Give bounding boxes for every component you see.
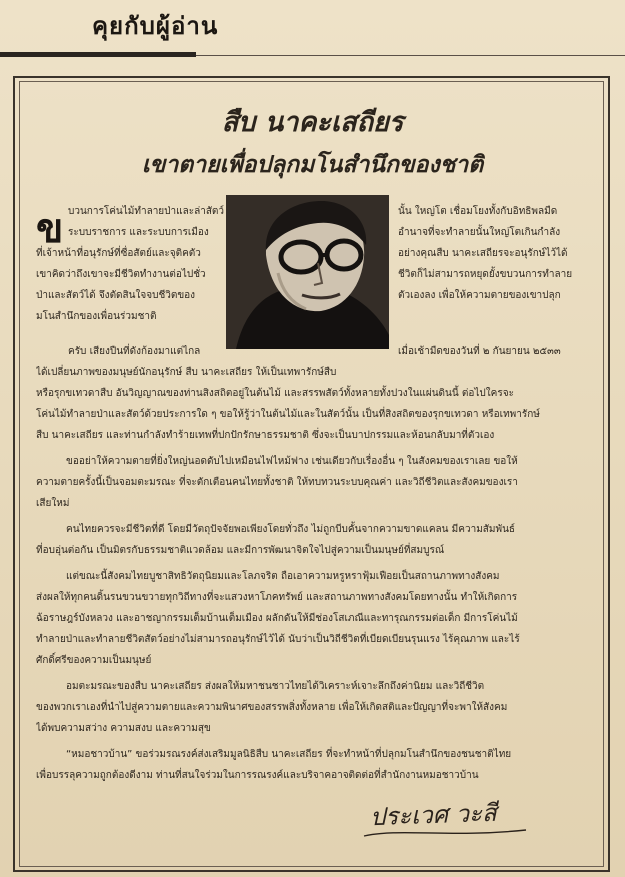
drop-cap: ข — [36, 205, 64, 252]
paragraph-4-line-1: คนไทยควรจะมีชีวิตที่ดี โดยมีวัตถุปัจจัยพอเพียงโดยทั่วถึง ไม่ถูกบีบคั้นจากความขาดแคลน มีความสัมพันธ์ — [66, 524, 516, 535]
paragraph-6-line-3: ได้พบความสว่าง ความสงบ และความสุข — [36, 723, 211, 734]
paragraph-6-line-1: อมตะมรณะของสืบ นาคะเสถียร ส่งผลให้มหาชนชาวไทยได้วิเคราะห์เจาะลึกถึงค่านิยม และวิถีชีวิต — [66, 681, 485, 692]
paragraph-2-line-4: สืบ นาคะเสถียร และท่านกำลังทำร้ายเทพที่ปกปักรักษาธรรมชาติ ซึ่งจะเป็นบาปกรรมและห้อนกลับมาที่ตัวเอง — [36, 430, 495, 441]
paragraph-2-line-1: ได้เปลี่ยนภาพของมนุษย์นักอนุรักษ์ สืบ นาคะเสถียร ให้เป็นเทพารักษ์สืบ — [36, 367, 337, 378]
paragraph-5-line-4: ทำลายป่าและทำลายชีวิตสัตว์อย่างไม่สามารถอนุรักษ์ไว้ได้ นับว่าเป็นวิถีชีวิตที่เบียดเบียนรุนแรง ไร้คุณภาพ และไร้ — [36, 634, 520, 645]
signature-underline — [360, 826, 530, 840]
paragraph-5-line-1: แต่ขณะนี้สังคมไทยบูชาสิทธิวัตถุนิยมและโลภจริต ถือเอาความหรูหราฟุ้มเฟือยเป็นสถานภาพทางสังคม — [66, 571, 500, 582]
author-signature: ประเวศ วะสี — [369, 798, 498, 832]
paragraph-2-right: เมื่อเช้ามืดของวันที่ ๒ กันยายน ๒๕๓๓ — [398, 346, 561, 357]
right-col-line-2: อำนาจที่จะทำลายนั้นใหญ่โตเกินกำลัง — [398, 227, 561, 238]
paragraph-3-line-2: ความตายครั้งนี้เป็นจอมตะมรณะ ที่จะตักเตือนคนไทยทั้งชาติ ให้ทบทวนระบบคุณค่า และวิถีชีวิตและสังคมของเรา — [36, 477, 518, 488]
paragraph-2-line-2: หรือรุกขเทวดาสืบ อันวิญญาณของท่านสิงสถิตอยู่ในต้นไม้ และสรรพสัตว์ทั้งหลายทั้งปวงในแผ่นดินนี้ ต่อไปใครจะ — [36, 388, 514, 399]
paragraph-7-line-2: เพื่อบรรลุความถูกต้องดีงาม ท่านที่สนใจร่วมในการรณรงค์และบริจาคอาจติดต่อที่สำนักงานหมอชาวบ้าน — [36, 770, 479, 781]
paragraph-2-line-3: โค่นไม้ทำลายป่าและสัตว์ด้วยประการใด ๆ ขอให้รู้ว่าในต้นไม้และในสัตว์นั้น เป็นที่สิงสถิตของรุกขเทวดา หรือเทพารักษ์ — [36, 409, 540, 420]
article-title: สืบ นาคะเสถียร — [221, 107, 404, 138]
right-col-line-3: อย่างคุณสืบ นาคะเสถียรจะอนุรักษ์ไว้ได้ — [398, 248, 568, 259]
header-rule — [0, 52, 196, 57]
section-header — [0, 0, 625, 60]
left-col-line-4: เขาคิดว่าถึงเขาจะมีชีวิตทำงานต่อไปชั่ว — [36, 269, 206, 280]
left-col-line-1: บวนการโค่นไม้ทำลายป่าและล่าสัตว์ — [68, 206, 225, 217]
article-subtitle: เขาตายเพื่อปลุกมโนสำนึกของชาติ — [141, 151, 484, 178]
right-col-line-1: นั้น ใหญ่โต เชื่อมโยงทั้งกับอิทธิพลมืด — [398, 206, 558, 217]
paragraph-5-line-5: ศักดิ์ศรีของความเป็นมนุษย์ — [36, 655, 152, 666]
section-title: คุยกับผู้อ่าน — [92, 11, 219, 40]
left-col-line-6: มโนสำนึกของเพื่อนร่วมชาติ — [36, 311, 157, 322]
left-col-line-5: ป่าและสัตว์ได้ จึงตัดสินใจจบชีวิตของ — [36, 290, 196, 301]
paragraph-3-line-1: ขออย่าให้ความตายที่ยิ่งใหญ่นอดดับไปเหมือนไฟไหม้ฟาง เช่นเดียวกับเรื่องอื่น ๆ ในสังคมของเราเลย ขอให้ — [66, 456, 518, 467]
right-col-line-4: ชีวิตก็ไม่สามารถหยุดยั้งขบวนการทำลาย — [398, 269, 573, 280]
left-col-line-3: ที่เจ้าหน้าที่อนุรักษ์ที่ซื่อสัตย์และจุติคตัว — [36, 248, 201, 259]
header-rule-thin — [196, 55, 625, 56]
paragraph-7-line-1: “หมอชาวบ้าน” ขอร่วมรณรงค์ส่งเสริมมูลนิธิสืบ นาคะเสถียร ที่จะทำหน้าที่ปลุกมโนสำนึกของชนชาติไทย — [66, 749, 512, 760]
paragraph-5-line-3: ฉ้อราษฎร์บังหลวง และอาชญากรรมเต็มบ้านเต็มเมือง ผลักดันให้มีช่องโสเภณีและทารุณกรรมต่อเด็ก มีการโค่นไม้ — [36, 613, 518, 624]
portrait-photo — [226, 195, 389, 349]
paragraph-6-line-2: ของพวกเราเองที่นำไปสู่ความตายและความพินาศของสรรพสิ่งทั้งหลาย เพื่อให้เกิดสติและปัญญาที่จะพาให้สังคม — [36, 702, 508, 713]
paragraph-4-line-2: ที่อบอุ่นต่อกัน เป็นมิตรกับธรรมชาติแวดล้อม และมีการพัฒนาจิตใจไปสู่ความเป็นมนุษย์ที่สมบูรณ์ — [36, 545, 445, 556]
paragraph-5-line-2: ส่งผลให้ทุกคนดิ้นรนขวนขวายทุกวิถีทางที่จะแสวงหาโภคทรัพย์ และสถานภาพทางสังคมโดยทางนั้น ทำให้เกิดการ — [36, 592, 518, 603]
paragraph-2-left: ครับ เสียงปืนที่ดังก้องมาแต่ไกล — [68, 346, 201, 357]
portrait-illustration — [226, 195, 389, 349]
right-col-line-5: ตัวเองลง เพื่อให้ความตายของเขาปลุก — [398, 290, 561, 301]
left-col-line-2: ระบบราชการ และระบบการเมือง — [68, 227, 209, 238]
paragraph-3-line-3: เสียใหม่ — [36, 498, 70, 509]
